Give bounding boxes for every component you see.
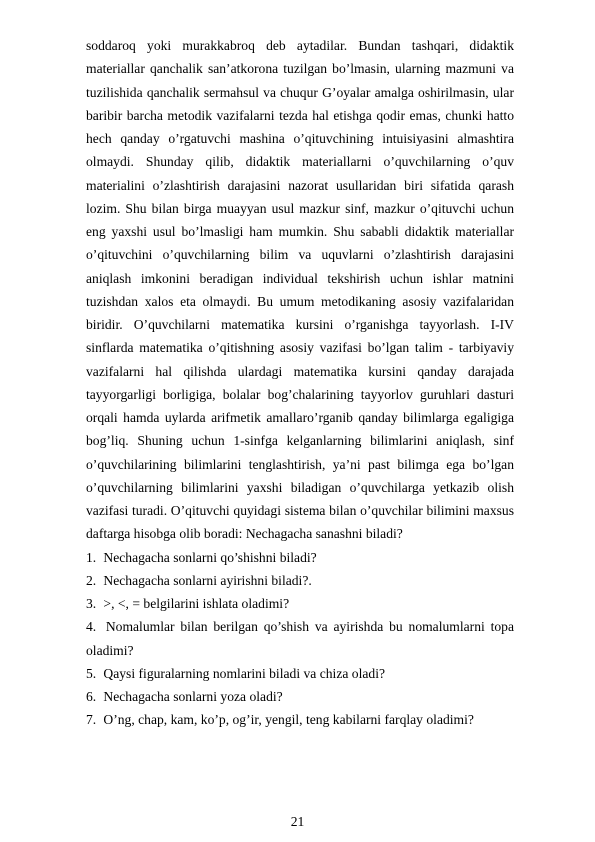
list-item-text: Nechagacha sonlarni qo’shishni biladi? (103, 549, 317, 565)
page-number: 21 (290, 814, 305, 829)
list-item (86, 708, 514, 731)
list-item-number: 6. (86, 689, 97, 704)
list-item-text: Qaysi figuralarning nomlarini biladi va chiza oladi? (103, 665, 386, 681)
list-item (86, 546, 514, 569)
question-list (86, 546, 514, 732)
list-item-number: 7. (86, 712, 97, 728)
list-item-text: O’ng, chap, kam, ko’p, og’ir, yengil, teng kabilarni farqlay oladimi? (103, 712, 474, 728)
list-item (86, 569, 514, 592)
list-item-number: 5. (86, 665, 97, 681)
body-paragraph: soddaroq yoki murakkabroq deb aytadilar. Bundan tashqari, didaktik materiallar qanchalik san’atkorona tuzilgan bo’lmasin, ularning mazmuni va tuzilishida qanchalik sermahsul va chuqur G’oyalar amalga oshirilmasin, ular baribir barcha metodik vazifalarni tezda hal etishga qodir emas, chunki hatto hech qanday o’rgatuvchi mashina o’qituvchining intuisiyasini almashtira olmaydi. Shunday qilib, didaktik materiallarni o’quvchilarning o’quv materialini o’zlashtirish darajasini nazorat usullaridan biri sifatida qarash lozim. Shu bilan birga muayyan usul mazkur sinf, mazkur o’qituvchi uchun eng yaxshi usul bo’lmasligi ham mumkin. Shu sababli didaktik materiallar o’qituvchini o’quvchilarning bilim va uquvlarni o’zlashtirish darajasini aniqlash imkonini beradigan individual tekshirish uchun ishlar matnini tuzishdan xalos eta olmaydi. Bu umum metodikaning asosiy vazifalaridan biridir. O’quvchilarni matematika kursini o’rganishga tayyorlash. I-IV sinflarda matematika o’qitishning asosiy vazifasi bo’lgan talim - tarbiyaviy vazifalarni hal qilishda ulardagi matematika kursini qanday darajada tayyorgarligi borligiga, bolalar bog’chalarining tayyorlov guruhlari dasturi orqali hamda uylarda arifmetik amallaro’rganib qanday bilimlarga egaligiga bog’liq. Shuning uchun 1-sinfga kelganlarning bilimlarini aniqlash, sinf o’quvchilarining bilimlarini tenglashtirish, ya’ni past bilimga ega bo’lgan o’quvchilarning bilimlarini yaxshi biladigan o’quvchilarga yetkazib olish vazifasi turadi. O’qituvchi quyidagi sistema bilan o’quvchilar bilimini maxsus daftarga hisobga olib boradi: Nechagacha sanashni biladi? (86, 38, 514, 542)
list-item-text: Nechagacha sonlarni yoza oladi? (103, 689, 283, 704)
list-item (86, 685, 514, 708)
list-item-text: Nechagacha sonlarni ayirishni biladi?. (103, 572, 312, 588)
list-item (86, 662, 514, 685)
list-item-number: 3. (86, 596, 97, 611)
list-item-number: 2. (86, 572, 97, 588)
document-page (86, 34, 514, 732)
list-item-text: >, <, = belgilarini ishlata oladimi? (103, 596, 290, 611)
list-item (86, 615, 514, 662)
list-item-number: 4. (86, 619, 97, 635)
list-item (86, 592, 514, 615)
list-item-text: Nomalumlar bilan berilgan qo’shish va ayirishda bu nomalumlarni topa oladimi? (86, 619, 514, 658)
list-item-number: 1. (86, 549, 97, 565)
